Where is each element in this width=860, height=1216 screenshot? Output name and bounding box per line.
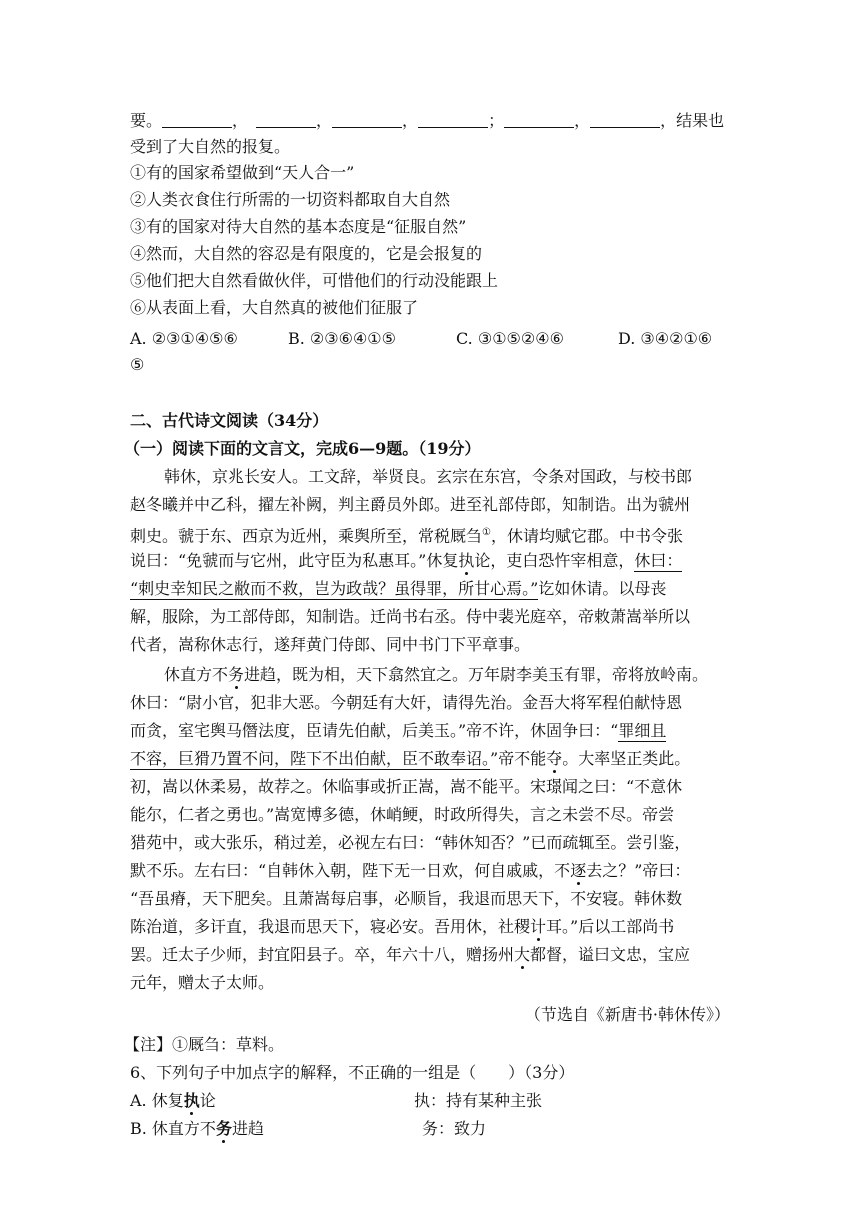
separator: ， (574, 111, 591, 130)
answer-blank-3[interactable] (332, 111, 402, 128)
dotted-char-da: 大 (514, 945, 531, 964)
footnote-mark: ① (482, 527, 491, 538)
passage-text: 默不乐。左右曰：“自韩休入朝，陛下无一日欢，何自戚戚，不 (130, 861, 571, 880)
passage-line (130, 520, 683, 549)
passage-text: 刺史。虢于东、西京为近州，乘舆所至，常税厩刍 (130, 526, 483, 546)
answer-options (130, 326, 712, 352)
sentence-item-1: ①有的国家希望做到“天人合一” (130, 163, 355, 182)
option-gloss: 执：持有某种主张 (414, 1091, 543, 1110)
sentence-item-4: ④然而，大自然的容忍是有限度的，它是会报复的 (130, 244, 483, 263)
passage-line: 能尔，仁者之勇也。”嵩宽博多德，休峭鲠，时政所得失，言之未尝不尽。帝尝 (130, 805, 675, 824)
dotted-char-wu: 务 (228, 665, 245, 684)
passage-line (130, 548, 682, 574)
sentence-item-5: ⑤他们把大自然看做伙伴，可惜他们的行动没能跟上 (130, 271, 499, 290)
passage-line (164, 662, 708, 688)
passage-line: 休曰：“尉小官，犯非大恶。今朝廷有大奸，请得先治。金吾大将军程伯献恃恩 (130, 693, 683, 712)
tail-text: ，结果也 (660, 111, 725, 130)
passage-line (130, 576, 666, 602)
passage-line (130, 746, 690, 772)
sentence-item-3: ③有的国家对待大自然的基本态度是“征服自然” (130, 217, 467, 236)
answer-blank-6[interactable] (590, 111, 660, 128)
passage-text: ”帝不能 (490, 749, 547, 768)
underlined-sentence-2: 不容，巨猾乃置不问，陛下不出伯献，臣不敢奉诏。 (130, 749, 491, 768)
passage-line (130, 914, 674, 940)
option-label: B. 休直方不 (130, 1119, 216, 1138)
passage-text: 进趋，既为相，天下翕然宜之。万年尉李美玉有罪，帝将放岭南。 (244, 665, 709, 684)
passage-line: 代者，嵩称休志行，遂拜黄门侍郎、同中书门下平章事。 (130, 635, 531, 654)
option-gloss: 务：致力 (422, 1119, 487, 1138)
passage-line: 解，服除，为工部侍郎，知制诰。迁尚书右丞。侍中裴光庭卒，帝敕萧嵩举所以 (130, 607, 691, 626)
separator: ， (316, 111, 333, 130)
dotted-char-zhi: 执 (458, 551, 475, 570)
option-a[interactable]: A. ②③①④⑤⑥ (130, 329, 238, 348)
passage-line: 猎苑中，或大张乐，稍过差，必视左右曰：“韩休知否？”已而疏辄至。尝引鉴， (130, 833, 691, 852)
question-6-option-b[interactable] (130, 1116, 730, 1142)
passage-text: 陈治道，多讦直，我退而思天下，寝必安。吾用休，社稷 (130, 917, 531, 936)
passage-text: 耳。”后以工部尚书 (546, 917, 675, 936)
passage-line (130, 858, 690, 884)
question-6-option-a[interactable] (130, 1088, 730, 1114)
passage-text: 都督，谥曰文忠，宝应 (530, 945, 691, 964)
passage-text: 而贪，室宅舆马僭法度，臣请先伯献，后美玉。”帝不许，休固争曰：“ (130, 721, 619, 740)
passage-line: 元年，赠太子太师。 (130, 973, 275, 992)
passage-text: 说曰：“免虢而与它州，此守臣为私惠耳。”休复 (130, 551, 459, 570)
passage-text: 去之？”帝曰： (586, 861, 691, 880)
option-b[interactable]: B. ②③⑥④①⑤ (288, 329, 396, 348)
section-title: 二、古代诗文阅读（34分） (130, 411, 329, 430)
separator: ， (232, 111, 249, 130)
passage-text: 休直方不 (164, 665, 229, 684)
underlined-sentence-1: “刺史幸知民之敝而不救，岂为政哉？虽得罪，所甘心焉。” (130, 579, 539, 598)
option-text: 论 (199, 1091, 216, 1110)
sentence-item-2: ②人类衣食住行所需的一切资料都取自大自然 (130, 190, 451, 209)
sentence-item-6: ⑥从表面上看，大自然真的被他们征服了 (130, 298, 419, 317)
dotted-char-zhu: 逐 (570, 861, 587, 880)
passage-line: “吾虽瘠，天下肥矣。且萧嵩每启事，必顺旨，我退而思天下，不安寝。韩休数 (130, 889, 683, 908)
option-c[interactable]: C. ③①⑤②④⑥ (456, 329, 564, 348)
option-d[interactable]: D. ③④②①⑥ (618, 329, 713, 348)
footnote: 【注】①厩刍：草料。 (124, 1035, 285, 1054)
passage-line: 韩休，京兆长安人。工文辞，举贤良。玄宗在东宫，令条对国政，与校书郎 (164, 467, 693, 486)
answer-blank-5[interactable] (504, 111, 574, 128)
ordering-question-line-2: 受到了大自然的报复。 (130, 137, 291, 156)
separator: ； (488, 111, 505, 130)
option-d-wrap: ⑤ (130, 355, 145, 374)
passage-text: 论，吏白恐忤宰相意， (474, 551, 635, 570)
passage-text: 罢。迁太子少师，封宜阳县子。卒，年六十八，赠扬州 (130, 945, 515, 964)
passage-text: ，休请均赋它郡。中书令张 (490, 526, 683, 546)
underlined-sentence-2: 罪细且 (618, 721, 667, 740)
answer-blank-1[interactable] (162, 111, 232, 128)
passage-line: 赵冬曦并中乙科，擢左补阙，判主爵员外郎。进至礼部侍郎，知制诰。出为虢州 (130, 495, 691, 514)
lead-text: 要。 (130, 111, 163, 130)
option-text: 进趋 (231, 1119, 264, 1138)
dotted-char-wu: 务 (215, 1119, 232, 1138)
passage-text: 。大率坚正类此。 (562, 749, 691, 768)
dotted-char-duo: 夺 (546, 749, 563, 768)
dotted-char-ji: 计 (530, 917, 547, 936)
passage-line: 初，嵩以休柔易，故荐之。休临事或折正嵩，嵩不能平。宋璟闻之曰：“不意休 (130, 777, 683, 796)
section-subtitle: （一）阅读下面的文言文，完成6—9题。（19分） (124, 439, 481, 458)
answer-blank-4[interactable] (418, 111, 488, 128)
underlined-sentence-1: 休曰： (634, 551, 683, 570)
passage-source: （节选自《新唐书·韩休传》） (524, 1005, 730, 1024)
dotted-char-zhi: 执 (183, 1091, 200, 1110)
separator: ， (402, 111, 419, 130)
passage-line (130, 942, 690, 968)
passage-text: 讫如休请。以母丧 (538, 579, 667, 598)
answer-blank-2[interactable] (256, 111, 316, 128)
ordering-question-line-1 (130, 108, 724, 134)
question-6-stem: 6、下列句子中加点字的解释，不正确的一组是（ ）（3分） (130, 1063, 575, 1082)
option-label: A. 休复 (130, 1091, 184, 1110)
passage-line (130, 718, 666, 744)
